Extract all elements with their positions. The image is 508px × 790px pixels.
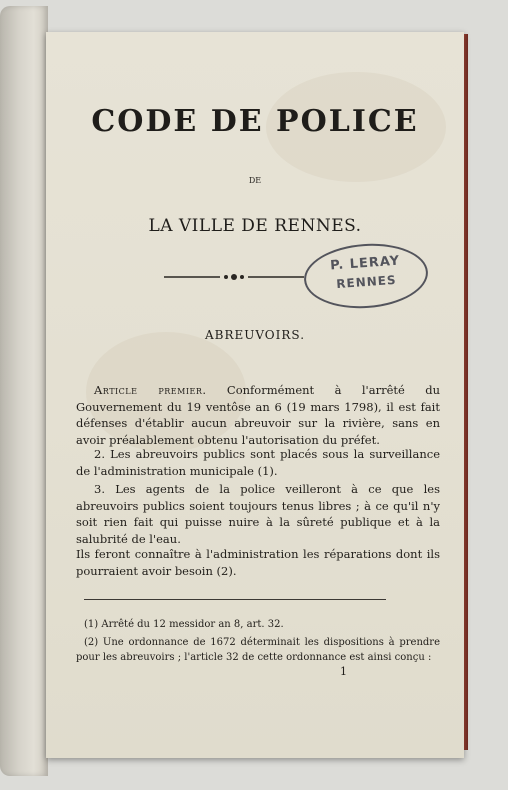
book-page xyxy=(46,32,464,758)
stamp-line-1: P. LERAY xyxy=(329,253,401,274)
footnote: (2) Une ordonnance de 1672 déterminait les dispositions à prendre pour les abreuvoirs ; l'article 32 de cette ordonnance est ainsi conçu : xyxy=(76,637,440,663)
article-text: Conformément à l'arrêté du Gouvernement du 19 ventôse an 6 (19 mars 1798), il est fait défenses d'établir aucun abreuvoir sur la rivière, sans en avoir préalablement obtenu l'autorisation du préfet. xyxy=(76,383,440,447)
article-label: Article premier. xyxy=(94,383,207,397)
stamp-line-2: RENNES xyxy=(335,272,398,292)
article-paragraph: 2. Les abreuvoirs publics sont placés sous la surveillance de l'administration municipale (1). xyxy=(76,447,440,478)
article-paragraph xyxy=(76,382,440,448)
library-stamp xyxy=(302,240,430,312)
page-number: 1 xyxy=(340,665,347,678)
ornament-rule-icon xyxy=(164,272,304,282)
section-heading: ABREUVOIRS. xyxy=(204,328,306,342)
footnote-divider xyxy=(84,599,386,600)
title-connector: DE xyxy=(248,176,262,185)
page-title: CODE DE POLICE xyxy=(91,104,419,139)
article-paragraph: Ils feront connaître à l'administration les réparations dont ils pourraient avoir besoin (2). xyxy=(76,547,440,578)
book-spine xyxy=(0,6,48,776)
footnote: (1) Arrêté du 12 messidor an 8, art. 32. xyxy=(84,619,284,630)
page-subtitle: LA VILLE DE RENNES. xyxy=(148,216,362,236)
article-paragraph: 3. Les agents de la police veilleront à ce que les abreuvoirs publics soient toujours tenus libres ; à ce qu'il n'y soit rien fait qui puisse nuire à la sûreté publique et à la salubrité de l'eau. xyxy=(76,482,440,546)
